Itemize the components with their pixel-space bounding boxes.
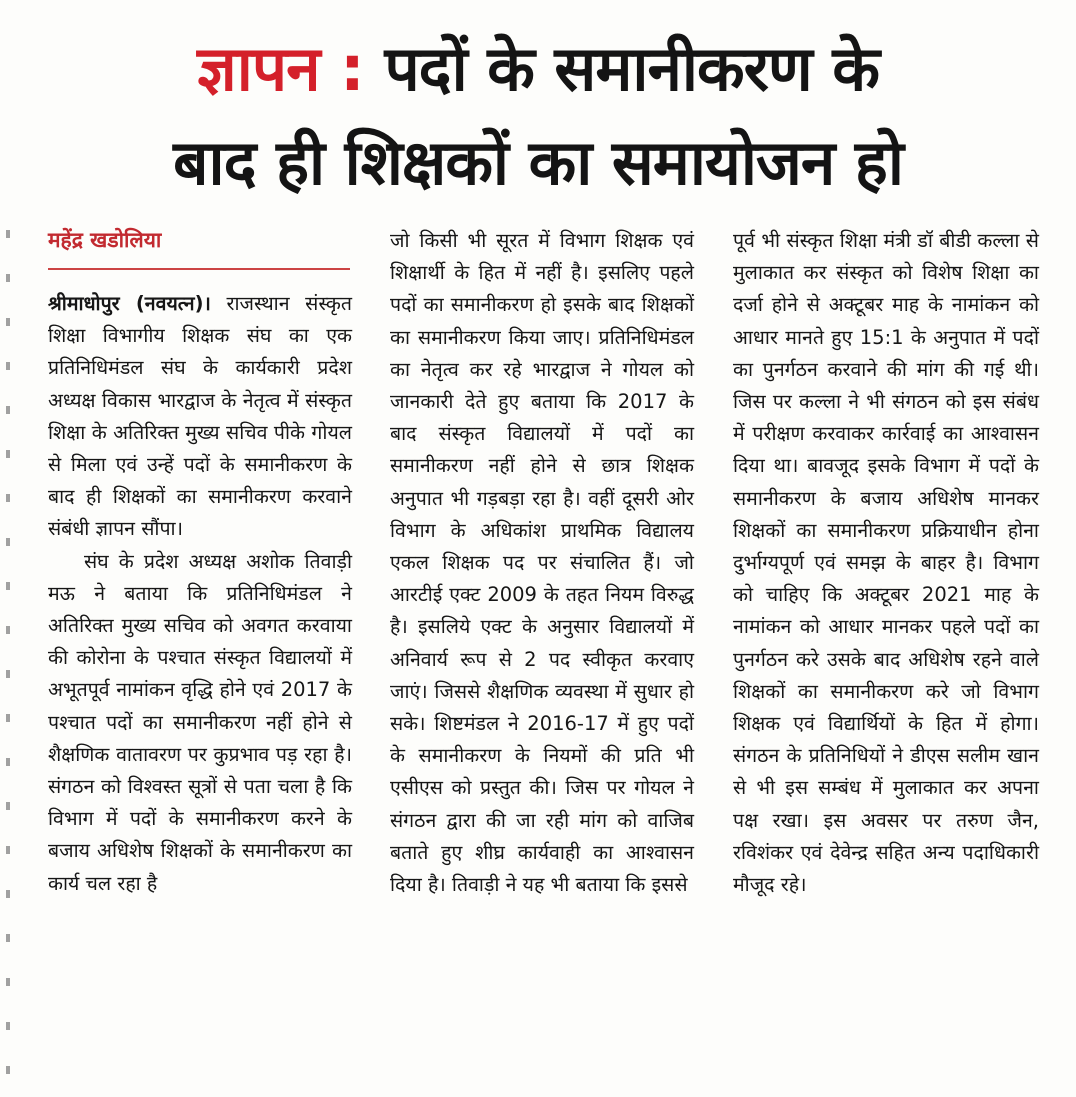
paragraph-1 (48, 288, 352, 546)
column-3-text: पूर्व भी संस्कृत शिक्षा मंत्री डॉ बीडी कल्ला से मुलाकात कर संस्कृत को विशेष शिक्षा का दर्जा होने से अक्टूबर माह के नामांकन को आधार मानते हुए 15:1 के अनुपात में पदों का पुनर्गठन करवाने की मांग की गई थी। जिस पर कल्ला ने भी संगठन को इस संबंध में परीक्षण करवाकर कार्रवाई का आश्वासन दिया था। बावजूद इसके विभाग में पदों के समानीकरण के बजाय अधिशेष मानकर शिक्षकों का समानीकरण प्रक्रियाधीन होना दुर्भाग्यपूर्ण एवं समझ के बाहर है। विभाग को चाहिए कि अक्टूबर 2021 माह के नामांकन को आधार मानकर पहले पदों का पुनर्गठन करे उसके बाद अधिशेष रहने वाले शिक्षकों का समानीकरण करे जो विभाग शिक्षक एवं विद्यार्थियों के हित में होगा। संगठन के प्रतिनिधियों ने डीएस सलीम खान से भी इस सम्बंध में मुलाकात कर अपना पक्ष रखा। इस अवसर पर तरुण जैन, रविशंकर एवं देवेन्द्र सहित अन्य पदाधिकारी मौजूद रहे। (733, 229, 1039, 897)
byline-divider (48, 268, 350, 270)
dateline: श्रीमाधोपुर (नवयत्न)। (48, 292, 211, 315)
column-2-text: जो किसी भी सूरत में विभाग शिक्षक एवं शिक्षार्थी के हित में नहीं है। इसलिए पहले पदों का समानीकरण हो इसके बाद शिक्षकों का समानीकरण किया जाए। प्रतिनिधिमंडल का नेतृत्व कर रहे भारद्वाज ने गोयल को जानकारी देते हुए बताया कि 2017 के बाद संस्कृत विद्यालयों में पदों का समानीकरण नहीं होने से छात्र शिक्षक अनुपात भी गड़बड़ा रहा है। वहीं दूसरी ओर विभाग के अधिकांश प्राथमिक विद्यालय एकल शिक्षक पद पर संचालित हैं। जो आरटीई एक्ट 2009 के तहत नियम विरुद्ध है। इसलिये एक्ट के अनुसार विद्यालयों में अनिवार्य रूप से 2 पद स्वीकृत करवाए जाएं। जिससे शैक्षणिक व्यवस्था में सुधार हो सके। शिष्टमंडल ने 2016-17 में हुए पदों के समानीकरण के नियमों की प्रति भी एसीएस को प्रस्तुत की। जिस पर गोयल ने संगठन द्वारा की जा रही मांग को वाजिब बताते हुए शीघ्र कार्यवाही का आश्वासन दिया है। तिवाड़ी ने यह भी बताया कि इससे (390, 229, 694, 897)
article-column-2 (390, 225, 694, 901)
paragraph-1-text: राजस्थान संस्कृत शिक्षा विभागीय शिक्षक संघ का एक प्रतिनिधिमंडल संघ के कार्यकारी प्रदेश अध्यक्ष विकास भारद्वाज के नेतृत्व में संस्कृत शिक्षा के अतिरिक्त मुख्य सचिव पीके गोयल से मिला एवं उन्हें पदों के समानीकरण के बाद ही शिक्षकों का समानीकरण करवाने संबंधी ज्ञापन सौंपा। (48, 292, 352, 541)
headline-line-2: बाद ही शिक्षकों का समायोजन हो (173, 126, 903, 199)
headline-kicker: ज्ञापन : (197, 32, 364, 105)
paragraph-2: संघ के प्रदेश अध्यक्ष अशोक तिवाड़ी मऊ ने बताया कि प्रतिनिधिमंडल ने अतिरिक्त मुख्य सचिव को अवगत करवाया की कोरोना के पश्चात संस्कृत विद्यालयों में अभूतपूर्व नामांकन वृद्धि होने एवं 2017 के पश्चात पदों का समानीकरण नहीं होने से शैक्षणिक वातावरण पर कुप्रभाव पड़ रहा है। संगठन को विश्वस्त सूत्रों से पता चला है कि विभाग में पदों के समानीकरण करने के बजाय अधिशेष शिक्षकों के समानीकरण का कार्य चल रहा है (48, 549, 352, 895)
article-column-1 (48, 288, 352, 900)
headline-line-1-text: पदों के समानीकरण के (384, 32, 879, 105)
page-edge-marks (6, 230, 10, 1080)
article-column-3 (733, 225, 1039, 901)
byline: महेंद्र खडोलिया (48, 228, 162, 252)
headline-line-1 (0, 22, 1076, 116)
headline (0, 22, 1076, 210)
